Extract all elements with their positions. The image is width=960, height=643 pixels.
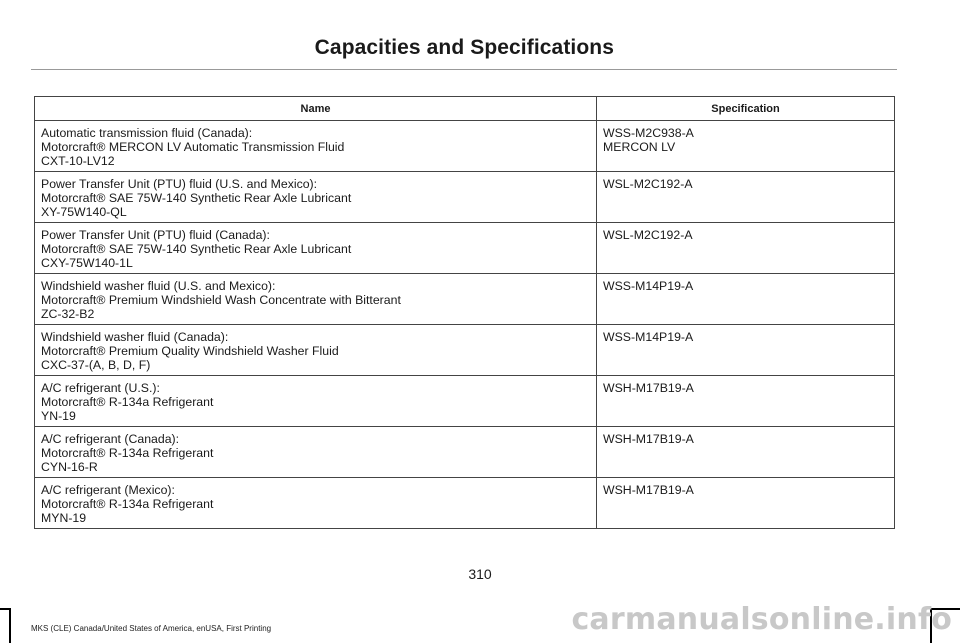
name-cell [35,376,597,427]
specification-cell [597,427,895,478]
specification-line: WSH-M17B19-A [603,381,694,395]
name-line: Automatic transmission fluid (Canada): [41,126,253,140]
name-cell [35,427,597,478]
name-line: CXT-10-LV12 [41,154,115,168]
name-line: Windshield washer fluid (U.S. and Mexico): [41,279,276,293]
name-line: CXY-75W140-1L [41,256,133,270]
name-line: CXC-37-(A, B, D, F) [41,358,151,372]
specification-line: WSL-M2C192-A [603,228,693,242]
name-line: Motorcraft® R-134a Refrigerant [41,446,214,460]
specification-cell [597,478,895,529]
name-line: Motorcraft® R-134a Refrigerant [41,395,214,409]
name-line: Windshield washer fluid (Canada): [41,330,229,344]
name-line: Motorcraft® SAE 75W-140 Synthetic Rear Axle Lubricant [41,242,352,256]
specification-line: WSH-M17B19-A [603,483,694,497]
name-cell [35,478,597,529]
table-body [35,121,895,529]
name-line: A/C refrigerant (U.S.): [41,381,160,395]
header-divider [31,69,897,70]
name-line: A/C refrigerant (Mexico): [41,483,175,497]
name-line: Motorcraft® R-134a Refrigerant [41,497,214,511]
table-row [35,376,895,427]
specification-cell [597,172,895,223]
table-row [35,427,895,478]
specification-line: WSS-M14P19-A [603,279,694,293]
specification-cell [597,274,895,325]
name-line: A/C refrigerant (Canada): [41,432,180,446]
column-header-name: Name [35,97,597,121]
specification-line: MERCON LV [603,140,676,154]
name-line: Motorcraft® Premium Windshield Wash Concentrate with Bitterant [41,293,401,307]
table-row [35,121,895,172]
name-line: Power Transfer Unit (PTU) fluid (Canada): [41,228,270,242]
specification-cell [597,325,895,376]
specification-cell [597,223,895,274]
specification-line: WSS-M2C938-A [603,126,694,140]
name-cell [35,121,597,172]
watermark: carmanualsonline.info [571,602,952,637]
specification-line: WSL-M2C192-A [603,177,693,191]
table-row [35,325,895,376]
name-line: Motorcraft® SAE 75W-140 Synthetic Rear Axle Lubricant [41,191,352,205]
name-line: Motorcraft® MERCON LV Automatic Transmission Fluid [41,140,345,154]
table-row [35,478,895,529]
name-cell [35,274,597,325]
name-cell [35,223,597,274]
specification-line: WSS-M14P19-A [603,330,694,344]
table-header-row [35,97,895,121]
name-line: Power Transfer Unit (PTU) fluid (U.S. and Mexico): [41,177,318,191]
crop-mark-bottom-left [9,608,11,643]
specifications-table [34,96,895,529]
name-line: CYN-16-R [41,460,98,474]
footer-note: MKS (CLE) Canada/United States of America, enUSA, First Printing [31,624,272,633]
page-number: 310 [468,566,492,582]
name-cell [35,325,597,376]
specification-line: WSH-M17B19-A [603,432,694,446]
name-line: ZC-32-B2 [41,307,95,321]
name-line: YN-19 [41,409,76,423]
specification-cell [597,121,895,172]
table-row [35,274,895,325]
crop-mark-bottom-left-horizontal [0,608,11,610]
name-line: Motorcraft® Premium Quality Windshield Washer Fluid [41,344,339,358]
name-line: XY-75W140-QL [41,205,127,219]
table-row [35,223,895,274]
name-line: MYN-19 [41,511,87,525]
table-row [35,172,895,223]
page-title: Capacities and Specifications [314,36,614,59]
specification-cell [597,376,895,427]
name-cell [35,172,597,223]
column-header-specification: Specification [597,97,895,121]
